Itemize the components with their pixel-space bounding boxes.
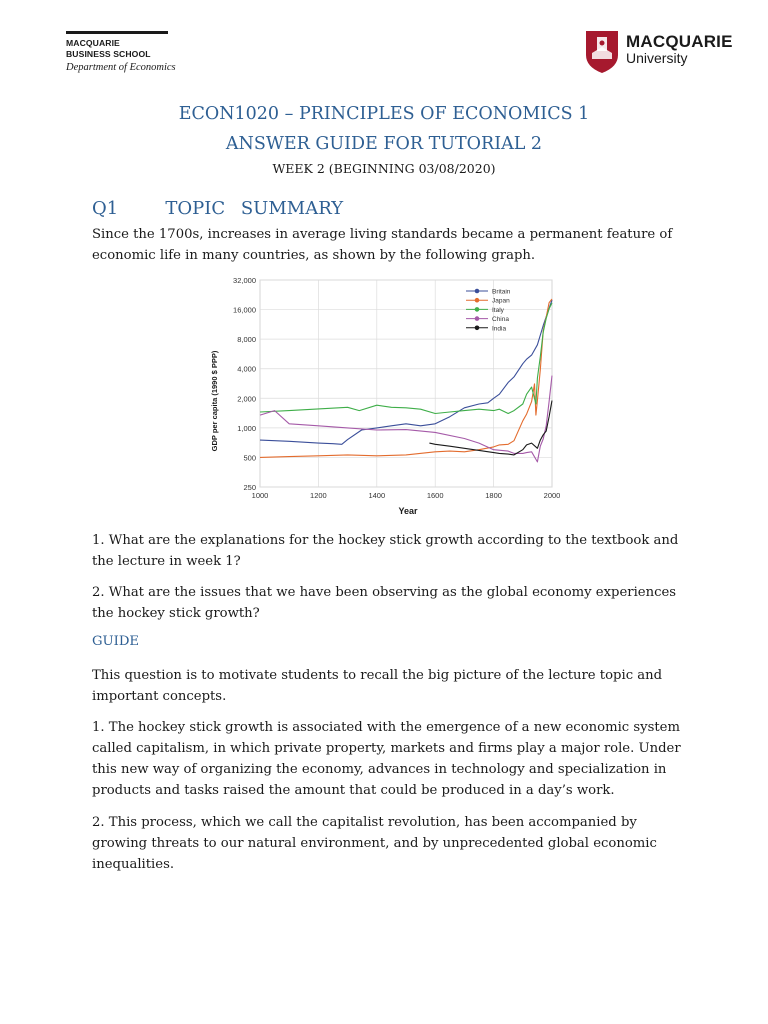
x-tick-label: 1400 [368,491,386,500]
y-axis-label: GDP per capita (1990 $ PPP) [210,350,219,452]
document-title: ANSWER GUIDE FOR TUTORIAL 2 [225,134,543,154]
school-line2: BUSINESS SCHOOL [66,48,151,59]
logo-line2: University [626,50,688,66]
y-tick-label: 16,000 [233,305,256,315]
course-title: ECON1020 – PRINCIPLES OF ECONOMICS 1 [178,104,590,124]
y-tick-labels [233,276,256,492]
intro-paragraph: Since the 1700s, increases in average living standards became a permanent feature of economic life in many countries, as shown by the following graph. [92,227,673,263]
x-axis-label: Year [398,506,418,516]
week-label: WEEK 2 (BEGINNING 03/08/2020) [272,161,496,176]
x-tick-labels [252,491,561,500]
legend-marker [475,298,480,303]
y-tick-label: 1,000 [237,423,256,433]
question-2: 2. What are the issues that we have been observing as the global economy experiences the hockey stick growth? [92,585,677,621]
university-logo [626,33,733,65]
legend-label: Britain [492,288,511,296]
school-rule [66,31,168,34]
school-line1: MACQUARIE [66,38,120,48]
legend-label: India [492,325,507,333]
x-tick-label: 1200 [310,491,327,500]
legend-marker [475,326,480,331]
y-tick-label: 8,000 [237,335,256,345]
y-tick-label: 4,000 [237,364,256,374]
university-crest-icon [584,29,620,75]
question-1: 1. What are the explanations for the hockey stick growth according to the textbook and the lecture in week 1? [92,533,679,569]
answer-1: 1. The hockey stick growth is associated with the emergence of a new economic system called capitalism, in which private property, markets and firms play a major role. Under this new way of organizing the economy, advances in technology and specialization in products and tasks raised the amount that could be produced in a day’s work. [92,720,681,798]
x-tick-label: 1000 [251,491,269,500]
department-label: Department of Economics [66,62,176,73]
x-tick-label: 1800 [485,491,502,500]
y-tick-label: 2,000 [237,394,256,404]
legend-label: Japan [492,297,510,305]
legend-label: Italy [492,306,504,314]
legend-marker [475,316,480,321]
guide-intro: This question is to motivate students to recall the big picture of the lecture topic and important concepts. [92,668,663,704]
legend-label: China [492,316,509,324]
x-tick-label: 1600 [426,491,444,500]
answer-2: 2. This process, which we call the capitalist revolution, has been accompanied by growing threats to our natural environment, and by unprecedented global economic inequalities. [92,815,657,872]
y-tick-label: 500 [243,453,256,463]
business-school-wordmark [66,38,151,59]
gdp-per-capita-chart [204,271,564,519]
y-tick-label: 32,000 [233,276,256,285]
guide-heading: GUIDE [92,634,140,649]
legend-marker [475,289,480,294]
section-heading: Q1 TOPIC SUMMARY [92,198,344,219]
x-tick-label: 2000 [543,491,561,500]
y-tick-label: 250 [243,483,256,492]
legend-marker [475,307,480,312]
logo-line1: MACQUARIE [626,32,733,51]
